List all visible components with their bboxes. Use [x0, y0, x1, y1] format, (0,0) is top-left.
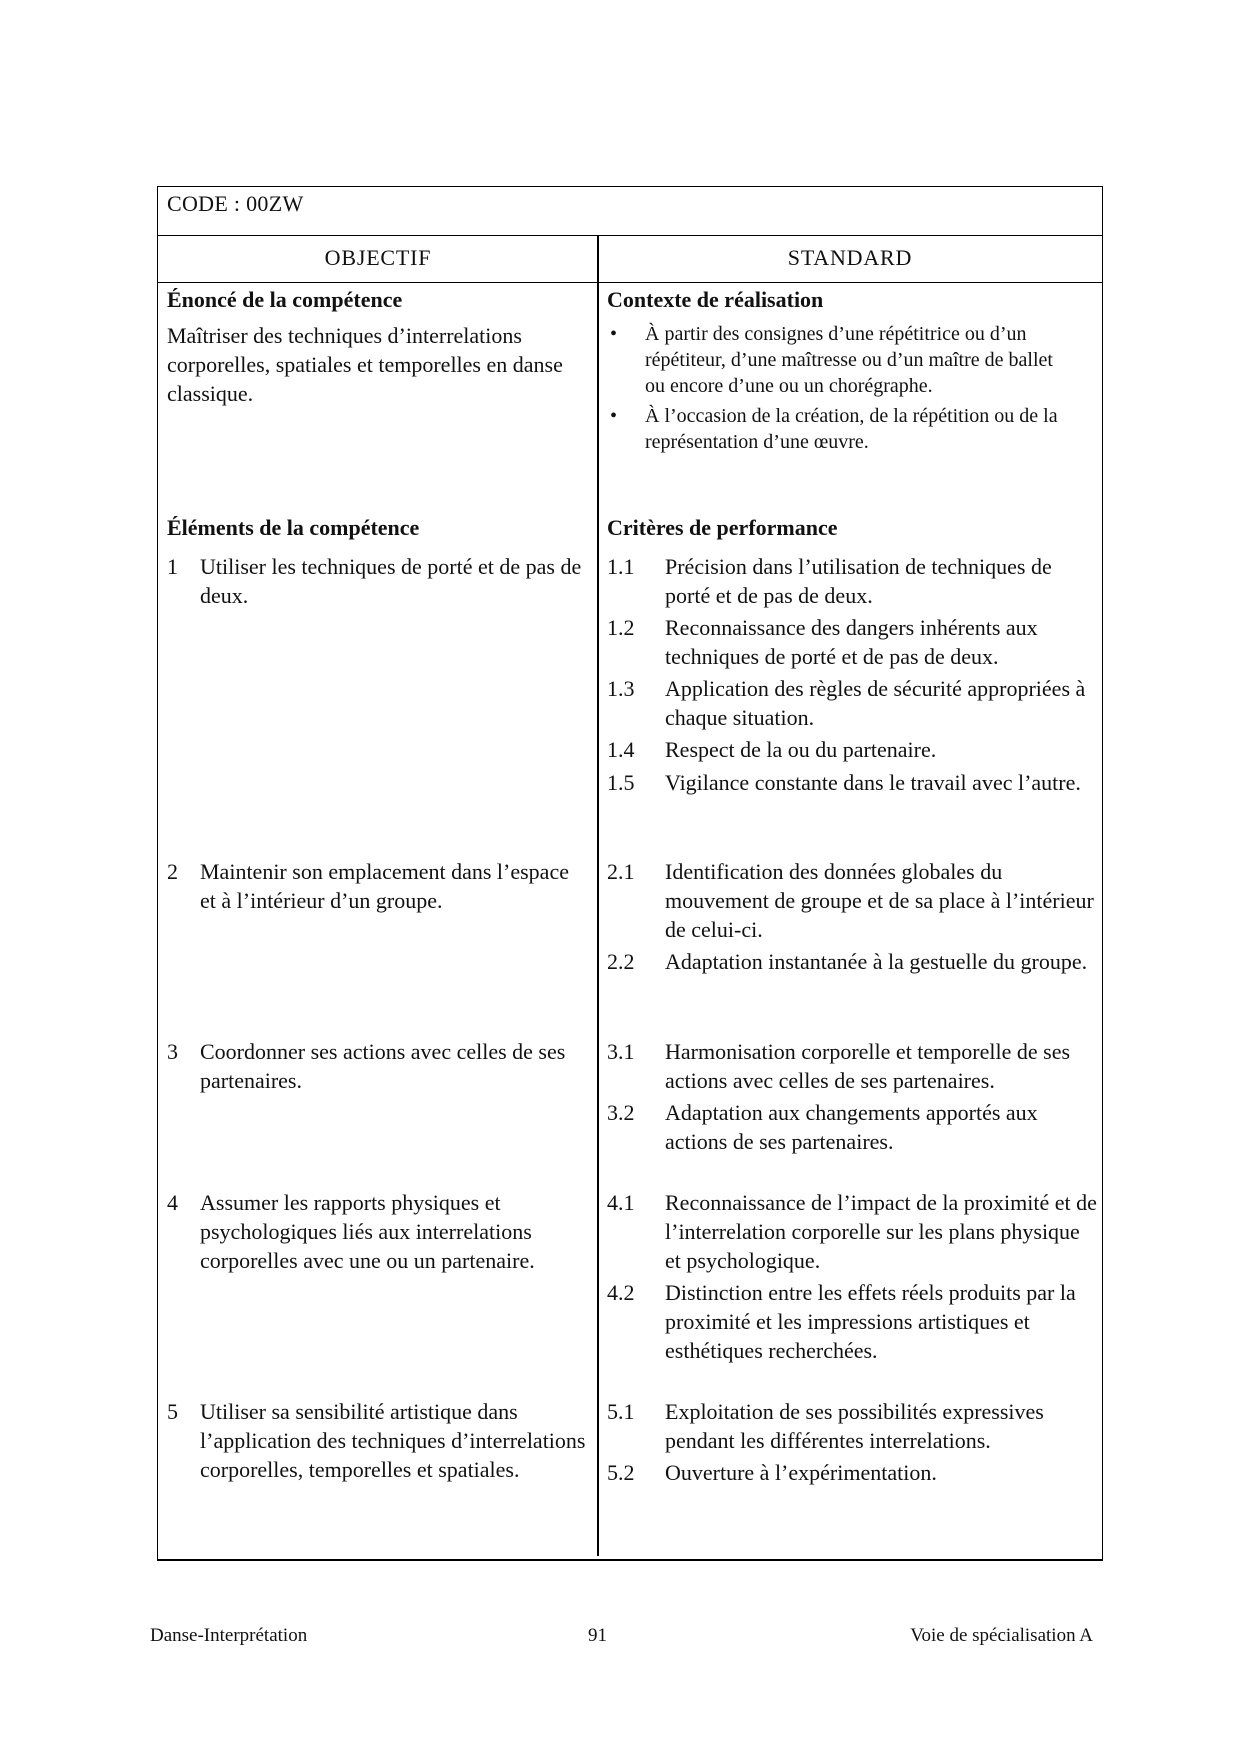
criterion-item — [607, 947, 1097, 976]
element-item — [167, 1037, 587, 1095]
element-item — [167, 1397, 587, 1484]
column-divider — [597, 236, 599, 1556]
element-text: Maintenir son emplacement dans l’espace et à l’intérieur d’un groupe. — [200, 859, 569, 913]
contexte-title: Contexte de réalisation — [607, 287, 824, 312]
criterion-text: Harmonisation corporelle et temporelle de ses actions avec celles de ses partenaires. — [665, 1039, 1071, 1093]
competency-table — [157, 186, 1103, 1561]
criterion-text: Identification des données globales du mouvement de groupe et de sa place à l’intérieur de celui-ci. — [665, 859, 1094, 942]
criterion-item — [607, 674, 1097, 732]
criterion-text: Distinction entre les effets réels produits par la proximité et les impressions artistiques et esthétiques recherchées. — [665, 1280, 1076, 1363]
element-item — [167, 857, 587, 915]
criterion-number: 1.3 — [607, 676, 635, 701]
criterion-number: 4.1 — [607, 1190, 635, 1215]
footer-track: Voie de spécialisation A — [910, 1625, 1093, 1646]
criteres-section — [607, 511, 1097, 541]
element-number: 4 — [167, 1190, 178, 1215]
criterion-item — [607, 1458, 1097, 1487]
criterion-number: 5.2 — [607, 1460, 635, 1485]
enonce-section — [167, 283, 587, 408]
criterion-item — [607, 613, 1097, 671]
criterion-number: 2.2 — [607, 949, 635, 974]
element-item — [167, 1188, 587, 1275]
criterion-text: Vigilance constante dans le travail avec l’autre. — [665, 770, 1081, 795]
code-row — [158, 187, 1102, 236]
criterion-text: Application des règles de sécurité appropriées à chaque situation. — [665, 676, 1086, 730]
criterion-item — [607, 1397, 1097, 1455]
contexte-section — [607, 283, 1097, 455]
criterion-number: 3.2 — [607, 1100, 635, 1125]
contexte-item-text: À partir des consignes d’une répétitrice ou d’un répétiteur, d’une maîtresse ou d’un maître de ballet ou encore d’une ou un chorégraphe. — [645, 323, 1053, 397]
element-text: Assumer les rapports physiques et psychologiques liés aux interrelations corporelles avec une ou un partenaire. — [200, 1190, 535, 1273]
element-text: Coordonner ses actions avec celles de ses partenaires. — [200, 1039, 566, 1093]
criterion-text: Ouverture à l’expérimentation. — [665, 1460, 937, 1485]
criterion-item — [607, 735, 1097, 764]
criterion-number: 5.1 — [607, 1399, 635, 1424]
contexte-item — [607, 403, 1075, 455]
criterion-item — [607, 1098, 1097, 1156]
bullet-icon: • — [610, 323, 618, 345]
criterion-number: 1.5 — [607, 770, 635, 795]
footer-page-number: 91 — [588, 1625, 607, 1646]
element-number: 2 — [167, 859, 178, 884]
header-row — [158, 236, 1102, 283]
criterion-text: Reconnaissance des dangers inhérents aux techniques de porté et de pas de deux. — [665, 615, 1038, 669]
criterion-item — [607, 1037, 1097, 1095]
header-objectif: OBJECTIF — [324, 245, 432, 270]
criterion-item — [607, 1188, 1097, 1275]
criterion-number: 1.2 — [607, 615, 635, 640]
bullet-icon: • — [610, 405, 618, 427]
criterion-item — [607, 1278, 1097, 1365]
criterion-number: 1.1 — [607, 554, 635, 579]
criterion-text: Exploitation de ses possibilités expressives pendant les différentes interrelations. — [665, 1399, 1044, 1453]
header-standard: STANDARD — [787, 245, 913, 270]
element-number: 3 — [167, 1039, 178, 1064]
element-text: Utiliser sa sensibilité artistique dans l’application des techniques d’interrelations corporelles, temporelles et spatiales. — [200, 1399, 586, 1482]
element-number: 5 — [167, 1399, 178, 1424]
elements-title: Éléments de la compétence — [167, 515, 420, 540]
footer-program: Danse-Interprétation — [150, 1625, 308, 1646]
criterion-number: 2.1 — [607, 859, 635, 884]
criterion-text: Reconnaissance de l’impact de la proximité et de l’interrelation corporelle sur les plans physique et psychologique. — [665, 1190, 1097, 1273]
elements-section — [167, 511, 587, 541]
code-label: CODE : 00ZW — [167, 191, 304, 216]
contexte-list — [607, 321, 1097, 455]
criterion-text: Adaptation instantanée à la gestuelle du groupe. — [665, 949, 1088, 974]
criterion-text: Respect de la ou du partenaire. — [665, 737, 937, 762]
criterion-number: 1.4 — [607, 737, 635, 762]
objectif-column — [167, 283, 587, 1553]
criterion-number: 4.2 — [607, 1280, 635, 1305]
element-text: Utiliser les techniques de porté et de pas de deux. — [200, 554, 582, 608]
contexte-item — [607, 321, 1075, 399]
criterion-text: Adaptation aux changements apportés aux actions de ses partenaires. — [665, 1100, 1038, 1154]
enonce-text: Maîtriser des techniques d’interrelations corporelles, spatiales et temporelles en danse classique. — [167, 323, 563, 406]
enonce-title: Énoncé de la compétence — [167, 287, 403, 312]
standard-column — [607, 283, 1097, 1553]
criterion-item — [607, 552, 1097, 610]
contexte-item-text: À l’occasion de la création, de la répétition ou de la représentation d’une œuvre. — [645, 405, 1058, 453]
criteres-title: Critères de performance — [607, 515, 838, 540]
element-number: 1 — [167, 554, 178, 579]
criterion-item — [607, 768, 1097, 797]
criterion-item — [607, 857, 1097, 944]
element-item — [167, 552, 587, 610]
criterion-text: Précision dans l’utilisation de techniques de porté et de pas de deux. — [665, 554, 1052, 608]
criterion-number: 3.1 — [607, 1039, 635, 1064]
